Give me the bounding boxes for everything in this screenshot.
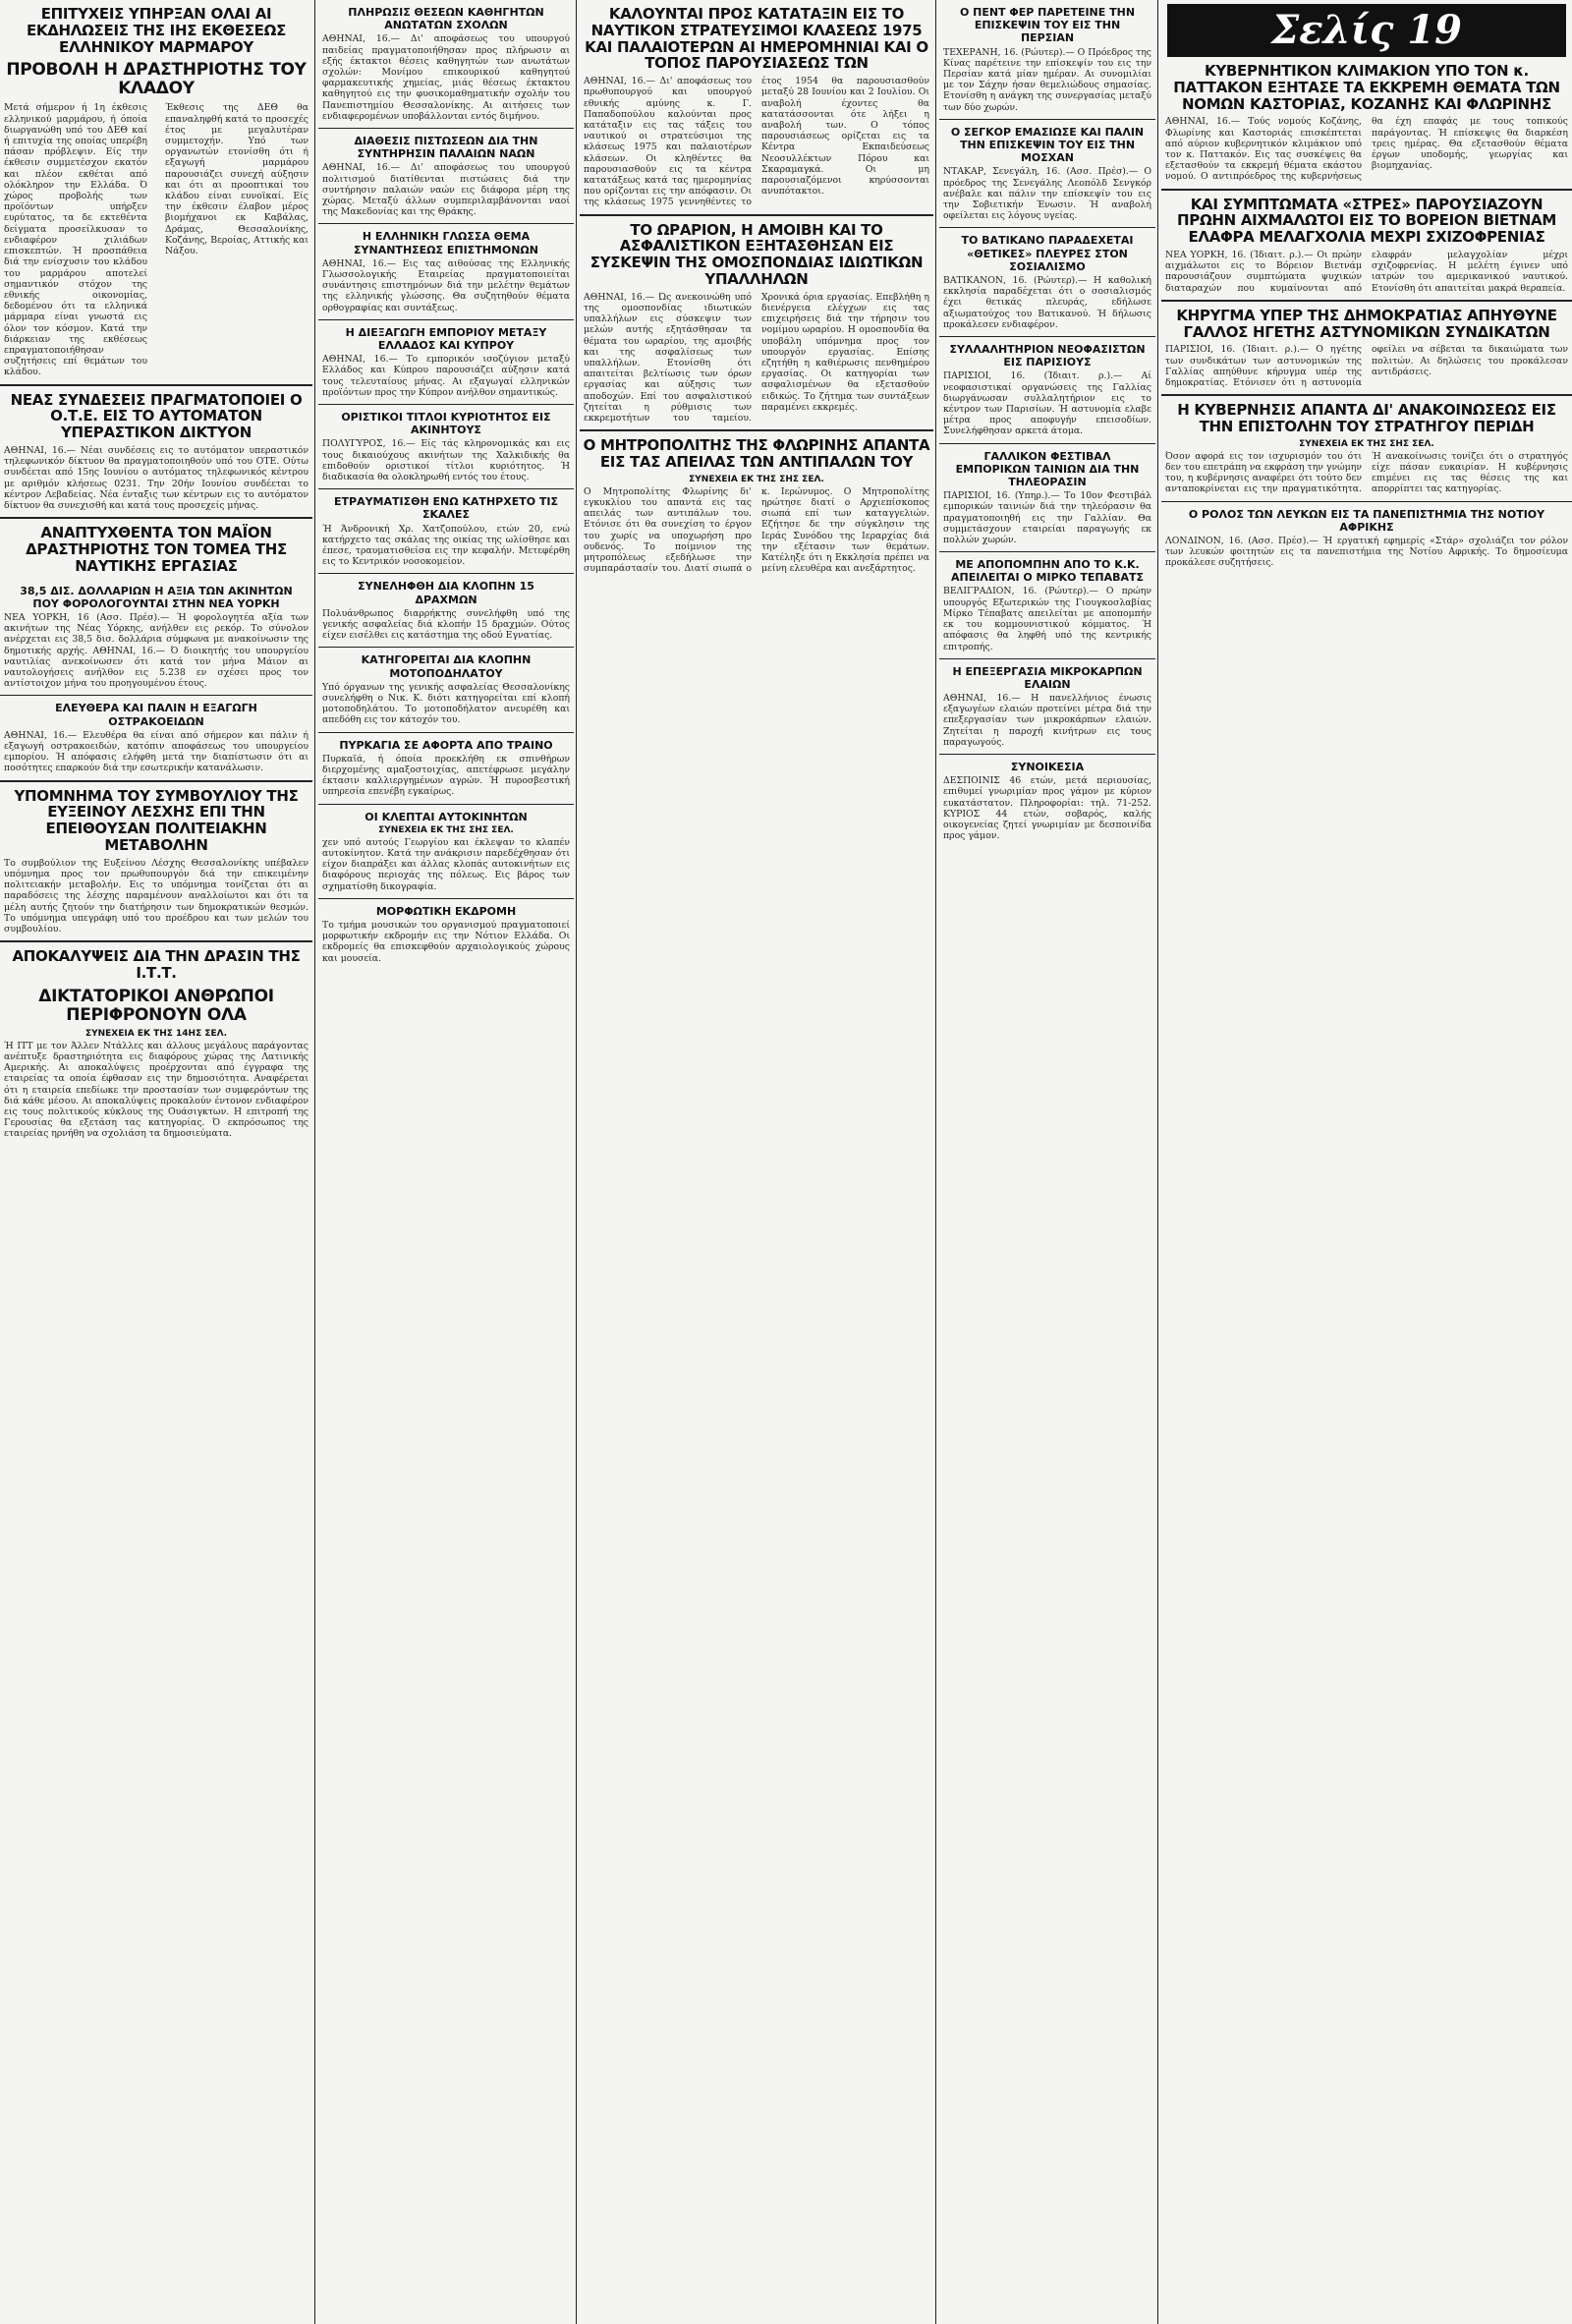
article-body: ΝΕΑ ΥΟΡΚΗ, 16 (Ασσ. Πρέσ).— Ή φορολογητέα αξία των ακινήτων της Νέας Υόρκης, ανήλθεν εις ρεκόρ. Το σύνολον ανέρχεται εις 38,5 δισ. δολλάρια σύμφωνα με ανακοίνωσιν της δημοτικής αρχής. ΑΘΗΝΑΙ, 16.— Ό διοικητής του υπουργείου ναυτιλίας ανεκοίνωσεν ότι κατά τον μήνα Μάιον αι ναυτολογήσεις ανήλθον εις 5.238 εν σχέσει προς τον αντίστοιχον μήνα του προηγουμένου έτους.	[4, 611, 309, 690]
page-number-banner: Σελίς 19	[1167, 4, 1566, 57]
headline: ΑΠΟΚΑΛΥΨΕΙΣ ΔΙΑ ΤΗΝ ΔΡΑΣΙΝ ΤΗΣ Ι.Τ.Τ.	[12, 947, 301, 982]
article-body: ΑΘΗΝΑΙ, 16.— Δι' αποφάσεως του υπουργού πολιτισμού διατίθενται πιστώσεις διά την συντήρησιν παλαιών ναών εις διάφορα μέρη της χώρας. Μεταξύ άλλων συμπεριλαμβάνονται ναοί της Μακεδονίας και της Θράκης.	[322, 162, 570, 218]
headline: ΥΠΟΜΝΗΜΑ ΤΟΥ ΣΥΜΒΟΥΛΙΟΥ ΤΗΣ ΕΥΞΕΙΝΟΥ ΛΕΣΧΗΣ ΕΠΙ ΤΗΝ ΕΠΕΙΘΟΥΣΑΝ ΠΟΛΙΤΕΙΑΚΗΝ ΜΕΤΑΒΟΛΗΝ	[14, 786, 299, 854]
article-body: Ή Άνδρονική Χρ. Χατζοπούλου, ετών 20, ενώ κατήρχετο τας σκάλας της οικίας της ωλίσθησε και έπεσε, τραυματισθείσα εις την κεφαλήν. Μετεφέρθη εις το Κεντρικόν νοσοκομείον.	[322, 523, 570, 568]
box-headline: Ο ΠΕΝΤ ΦΕΡ ΠΑΡΕΤΕΙΝΕ ΤΗΝ ΕΠΙΣΚΕΨΙΝ ΤΟΥ ΕΙΣ ΤΗΝ ΠΕΡΣΙΑΝ	[959, 6, 1136, 45]
article-body: ΑΘΗΝΑΙ, 16.— Εις τας αιθούσας της Ελληνικής Γλωσσολογικής Εταιρείας πραγματοποιείται συνάντησις επιστημόνων διά την μελέτην θεμάτων της ελληνικής γλώσσης. Θα συζητηθούν θέματα ορθογραφίας και συντάξεως.	[322, 257, 570, 313]
box-headline: ΣΥΛΛΑΛΗΤΗΡΙΟΝ ΝΕΟΦΑΣΙΣΤΩΝ ΕΙΣ ΠΑΡΙΣΙΟΥΣ	[949, 342, 1146, 369]
article-body: ΑΘΗΝΑΙ, 16.— Νέαι συνδέσεις εις το αυτόματον υπεραστικόν τηλεφωνικόν δίκτυον θα πραγματοποιηθούν υπό του ΟΤΕ. Ούτω συνδέεται από 15ης Ιουνίου ο αυτόματος τηλεφωνικός κέντρου με αριθμόν κλήσεως 0231. Την 20ήν Ιουνίου συνδέεται το κέντρον Λεβαδείας. Νέα ένταξις των κέντρων εις το αυτόματον δίκτυον θα συνεχισθή και κατά τους προσεχείς μήνας.	[4, 444, 309, 511]
box-headline: Η ΕΛΛΗΝΙΚΗ ΓΛΩΣΣΑ ΘΕΜΑ ΣΥΝΑΝΤΗΣΕΩΣ ΕΠΙΣΤΗΜΟΝΩΝ	[354, 230, 538, 256]
article-body: ΒΑΤΙΚΑΝΟΝ, 16. (Ρώυτερ).— Η καθολική εκκλησία παραδέχεται ότι ο σοσιαλισμός έχει θετικάς πλευράς, εδήλωσε αξιωματούχος του Βατικανού. Ή δήλωσις προκάλεσεν ενδιαφέρον.	[943, 274, 1151, 330]
column-2	[318, 0, 574, 2324]
headline: ΕΠΙΤΥΧΕΙΣ ΥΠΗΡΞΑΝ ΟΛΑΙ ΑΙ ΕΚΔΗΛΩΣΕΙΣ ΤΗΣ ΙΗΣ ΕΚΘΕΣΕΩΣ ΕΛΛΗΝΙΚΟΥ ΜΑΡΜΑΡΟΥ	[26, 5, 287, 56]
article-body: ΑΘΗΝΑΙ, 16.— Το εμπορικόν ισοζύγιον μεταξύ Ελλάδος και Κύπρου παρουσιάζει αύξησιν κατά τους τελευταίους μήνας. Αι εξαγωγαί ελληνικών προϊόντων προς την Κύπρον ανήλθον σημαντικώς.	[322, 354, 570, 398]
article-body: ΑΘΗΝΑΙ, 16.— Τούς νομούς Κοζάνης, Φλωρίνης και Καστοριάς επισκέπτεται από αύριον κυβερνητικόν κλιμάκιον υπό τον κ. Παττακόν. Εις τας συσκέψεις θα εξετασθούν τα εκκρεμή θέματα εκάστου νομού. Ο αντιπρόεδρος της κυβερνήσεως θα έχη επαφάς με τους τοπικούς παράγοντας. Ή επίσκεψις θα διαρκέση τρεις ημέρας. Θα εξετασθούν θέματα έργων υποδομής, γεωργίας και βιομηχανίας.	[1165, 116, 1568, 183]
article-body: ΑΘΗΝΑΙ, 16.— Η πανελλήνιος ένωσις εξαγωγέων ελαιών προτείνει μέτρα διά την επεξεργασίαν των μικροκάρπων ελαιών. Ζητείται η παροχή κινήτρων εις τους παραγωγούς.	[943, 693, 1151, 748]
headline: ΔΙΚΤΑΤΟΡΙΚΟΙ ΑΝΘΡΩΠΟΙ ΠΕΡΙΦΡΟΝΟΥΝ ΟΛΑ	[38, 986, 274, 1025]
article-body: ΠΑΡΙΣΙΟΙ, 16. (Ίδιαιτ. ρ.).— Ο ηγέτης των συνδικάτων των αστυνομικών της Γαλλίας απηύθυνε κήρυγμα υπέρ της δημοκρατίας. Ετόνισεν ότι η αστυνομία οφείλει να σέβεται τα δικαιώματα των πολιτών. Αι δηλώσεις του προκάλεσαν αντιδράσεις.	[1165, 344, 1568, 389]
box-headline: ΟΡΙΣΤΙΚΟΙ ΤΙΤΛΟΙ ΚΥΡΙΟΤΗΤΟΣ ΕΙΣ ΑΚΙΝΗΤΟΥΣ	[341, 410, 551, 437]
article-body: ΑΘΗΝΑΙ, 16.— Δι' αποφάσεως του πρωθυπουργού και υπουργού εθνικής αμύνης κ. Γ. Παπαδοπούλου καλούνται προς κατάταξιν εις τας τάξεις του ναυτικού οι στρατεύσιμοι της κλάσεως 1975 και παλαιοτέρων κλάσεων. Οι κληθέντες θα παρουσιασθούν εις τα κέντρα κατατάξεως κατά τας ημερομηνίας που ορίζονται εις την απόφασιν. Οι της κλάσεως 1975 γεννηθέντες το έτος 1954 θα παρουσιασθούν μεταξύ 28 Ιουνίου και 2 Ιουλίου. Οι αναβολή έχοντες θα κατατάσσονται ότε λήξει η αναβολή των. Ο τόπος παρουσιάσεως ορίζεται εις τα Κέντρα Εκπαιδεύσεως Νεοσυλλέκτων Πόρου και Σκαραμαγκά. Οι μη παρουσιαζόμενοι κηρύσσονται ανυπότακτοι.	[584, 76, 929, 208]
continuation-note: ΣΥΝΕΧΕΙΑ ΕΚ ΤΗΣ 14ΗΣ ΣΕΛ.	[84, 1028, 228, 1039]
headline: ΑΝΑΠΤΥΧΘΕΝΤΑ ΤΟΝ ΜΑΪΟΝ ΔΡΑΣΤΗΡΙΟΤΗΣ ΤΟΝ ΤΟΜΕΑ ΤΗΣ ΝΑΥΤΙΚΗΣ ΕΡΓΑΣΙΑΣ	[26, 524, 287, 575]
box-headline: ΜΟΡΦΩΤΙΚΗ ΕΚΔΡΟΜΗ	[375, 904, 517, 918]
article-body: ΑΘΗΝΑΙ, 16.— Δι' αποφάσεως του υπουργού παιδείας πραγματοποιήθησαν προς πλήρωσιν αι εξής έκτακτοι θέσεις καθηγητών των ανωτάτων σχολών: Μονίμου επικουρικού καθηγητού φαρμακευτικής χημείας, μιάς θέσεως έκτακτου καθηγητού εις την φυσικομαθηματικήν σχολήν του Πανεπιστημίου Θεσσαλονίκης. Αι αιτήσεις των ενδιαφερομένων υποβάλλονται εντός διμήνου.	[322, 33, 570, 122]
headline: ΚΥΒΕΡΝΗΤΙΚΟΝ ΚΛΙΜΑΚΙΟΝ ΥΠΟ ΤΟΝ κ. ΠΑΤΤΑΚΟΝ ΕΞΗΤΑΣΕ ΤΑ ΕΚΚΡΕΜΗ ΘΕΜΑΤΑ ΤΩΝ ΝΟΜΩΝ ΚΑΣΤΟΡΙΑΣ, ΚΟΖΑΝΗΣ ΚΑΙ ΦΛΩΡΙΝΗΣ	[1173, 62, 1560, 113]
box-headline: 38,5 ΔΙΣ. ΔΟΛΛΑΡΙΩΝ Η ΑΞΙΑ ΤΩΝ ΑΚΙΝΗΤΩΝ ΠΟΥ ΦΟΡΟΛΟΓΟΥΝΤΑΙ ΣΤΗΝ ΝΕΑ ΥΟΡΚΗ	[20, 584, 293, 610]
article-body: ΔΕΣΠΟΙΝΙΣ 46 ετών, μετά περιουσίας, επιθυμεί γνωριμίαν προς γάμον με κύριον ευκατάστατον. Πληροφορίαι: τηλ. 71-252. ΚΥΡΙΟΣ 44 ετών, σοβαρός, καλής οικογενείας ζητεί γνωριμίαν με δεσποινίδα προς γάμον.	[943, 775, 1151, 842]
article-body: ΝΕΑ ΥΟΡΚΗ, 16. (Ίδιαιτ. ρ.).— Οι πρώην αιχμάλωτοι εις το Βόρειον Βιετνάμ παρουσιάζουν συμπτώματα ψυχικών διαταραχών που κυμαίνονται από ελαφράν μελαγχολίαν μέχρι σχιζοφρενίας. Η μελέτη έγινεν υπό ιατρών του αμερικανικού ναυτικού. Ετονίσθη ότι απαιτείται μακρά θεραπεία.	[1165, 250, 1568, 294]
box-headline: ΓΑΛΛΙΚΟΝ ΦΕΣΤΙΒΑΛ ΕΜΠΟΡΙΚΩΝ ΤΑΙΝΙΩΝ ΔΙΑ ΤΗΝ ΤΗΛΕΟΡΑΣΙΝ	[955, 449, 1140, 488]
article-body: ΑΘΗΝΑΙ, 16.— Ώς ανεκοινώθη υπό της ομοσπονδίας ιδιωτικών υπαλλήλων εις σύσκεψιν των μελών αυτής εξητάσθησαν τα θέματα του ωραρίου, της αμοιβής και της ασφαλίσεως των υπαλλήλων. Ετονίσθη ότι απαιτείται βελτίωσις των όρων εργασίας και αύξησις των αποδοχών. Επί του ασφαλιστικού ζητείται η ρύθμισις των εκκρεμοτήτων του ταμείου. Χρονικά όρια εργασίας. Επεβλήθη η διενέργεια ελέγχων εις τας επιχειρήσεις διά την τήρησιν του νομίμου ωραρίου. Η ομοσπονδία θα υποβάλη υπόμνημα προς τον υπουργόν εργασίας. Επίσης εζητήθη η καθιέρωσις πενθημέρου εργασίας. Οι κατηγορίαι των ασφαλισμένων θα εξετασθούν ειδικώς. Το ζήτημα των συντάξεων παραμένει εκκρεμές.	[584, 291, 929, 425]
article-body: ΤΕΧΕΡΑΝΗ, 16. (Ρώυτερ).— Ο Πρόεδρος της Κίνας παρέτεινε την επίσκεψίν του εις την Περσίαν κατά μίαν ημέραν. Αι συνομιλίαι με τον Σάχην ήσαν θεμελιώδους σημασίας. Ετονίσθη η ανάγκη της συνεργασίας μεταξύ των δύο χωρών.	[943, 46, 1151, 113]
column-3	[580, 0, 933, 2324]
headline: ΚΑΙ ΣΥΜΠΤΩΜΑΤΑ «ΣΤΡΕΣ» ΠΑΡΟΥΣΙΑΖΟΥΝ ΠΡΩΗΝ ΑΙΧΜΑΛΩΤΟΙ ΕΙΣ ΤΟ ΒΟΡΕΙΟΝ ΒΙΕΤΝΑΜ ΕΛΑΦΡΑ ΜΕΛΑΓΧΟΛΙΑ ΜΕΧΡΙ ΣΧΙΖΟΦΡΕΝΙΑΣ	[1177, 195, 1556, 247]
box-headline: ΠΛΗΡΩΣΙΣ ΘΕΣΕΩΝ ΚΑΘΗΓΗΤΩΝ ΑΝΩΤΑΤΩΝ ΣΧΟΛΩΝ	[348, 6, 544, 32]
article-body: Πυρκαϊά, ή όποία προεκλήθη εκ σπινθήρων διερχομένης αμαξοστοιχίας, απετέφρωσε μεγάλην έκτασιν καλλιεργημένων αγρών. Ή πυροσβεστική υπηρεσία επενέβη εγκαίρως.	[322, 753, 570, 798]
article-body: Το συμβούλιον της Ευξείνου Λέσχης Θεσσαλονίκης υπέβαλεν υπόμνημα προς τον πρωθυπουργόν διά την επικειμένην πολιτειακήν μεταβολήν. Εις το υπόμνημα τονίζεται ότι αι παραδόσεις της λέσχης παραμένουν αναλλοίωτοι και ότι τα μέλη αυτής ζητούν την διατήρησιν των δημοκρατικών θεσμών. Το υπόμνημα υπεγράφη υπό του προέδρου και των μελών του συμβουλίου.	[4, 857, 309, 935]
box-headline: ΟΙ ΚΛΕΠΤΑΙ ΑΥΤΟΚΙΝΗΤΩΝ	[365, 810, 528, 823]
article-body: Ο Μητροπολίτης Φλωρίνης δι' εγκυκλίου του απαντά εις τας απειλάς των αντιπάλων του. Ετόνισε ότι θα συνεχίση το έργον του χωρίς να υποχωρήση προ ουδενός. Το ποίμνιον της μητροπόλεως εξεδήλωσε την συμπαράστασίν του. Διατί σιωπά ο κ. Ιερώνυμος. Ο Μητροπολίτης ηρώτησε διατί ο Αρχιεπίσκοπος σιωπά επί των καταγγελιών. Εζήτησε δε την σύγκλησιν της Ιεράς Συνόδου της Ιεραρχίας διά την εξέτασιν των θεμάτων. Κατέληξε ότι η Εκκλησία πρέπει να μείνη ελευθέρα και ανεξάρτητος.	[584, 485, 929, 575]
headline: ΠΡΟΒΟΛΗ Η ΔΡΑΣΤΗΡΙΟΤΗΣ ΤΟΥ ΚΛΑΔΟΥ	[6, 60, 307, 99]
article-body: ΠΑΡΙΣΙΟΙ, 16. (Υπηρ.).— Το 10ον Φεστιβάλ εμπορικών ταινιών διά την τηλεόρασιν θα πραγματοποιηθή εις την Γαλλίαν. Θα συμμετάσχουν εταιρείαι παραγωγής εκ πολλών χωρών.	[943, 490, 1151, 545]
article-body: Ή ΙΤΤ με τον Άλλεν Ντάλλες και άλλους μεγάλους παράγοντας ανέπτυξε δραστηριότητα εις διαφόρους χώρας της Λατινικής Αμερικής. Αι αποκαλύψεις προέρχονται από έγγραφα της εταιρείας τα οποία έφθασαν εις την δημοσιότητα. Αναφέρεται ότι η εταιρεία επεδίωκε την προστασίαν των συμφερόντων της διά κάθε μέσου. Αι αποκαλύψεις προκαλούν έντονον ενδιαφέρον εις τους πολιτικούς κύκλους της Ουάσιγκτων. Η επιτροπή της Γερουσίας θα εξετάση τας κατηγορίας. Ό εκπρόσωπος της εταιρείας ηρνήθη να σχολιάση τα δημοσιεύματα.	[4, 1040, 309, 1140]
article-body: Πολυάνθρωπος διαρρήκτης συνελήφθη υπό της γενικής ασφαλείας διά κλοπήν 15 δραχμών. Ούτος είχεν εισέλθει εις κατάστημα της οδού Εγνατίας.	[322, 607, 570, 642]
article-body: ΠΟΛΥΓΥΡΟΣ, 16.— Είς τάς κληρονομικάς και εις τους δικαιούχους ακινήτων της Χαλκιδικής θα επιδοθούν οριστικοί τίτλοι κυριότητος. Ή διαδικασία θα ολοκληρωθή εντός του έτους.	[322, 438, 570, 482]
continuation-note: ΣΥΝΕΧΕΙΑ ΕΚ ΤΗΣ ΣΗΣ ΣΕΛ.	[1299, 438, 1434, 449]
article-body: ΠΑΡΙΣΙΟΙ, 16. (Ίδιαιτ. ρ.).— Αί νεοφασιστικαί οργανώσεις της Γαλλίας διωργάνωσαν συλλαλητήριον εις το κέντρον των Παρισίων. Ή αστυνομία ελαβε μέτρα προς αποφυγήν επεισοδίων. Συνελήφθησαν αρκετά άτομα.	[943, 370, 1151, 437]
box-headline: ΕΛΕΥΘΕΡΑ ΚΑΙ ΠΑΛΙΝ Η ΕΞΑΓΩΓΗ ΟΣΤΡΑΚΟΕΙΔΩΝ	[55, 702, 257, 728]
article-body: Έκθεσις της ΔΕΘ θα επαναληφθή κατά το προσεχές έτος με μεγαλυτέραν συμμετοχήν. Υπό των οργανωτών ετονίσθη ότι ή εξαγωγή μαρμάρου παρουσιάζει συνεχή αύξησιν και ότι αι προοπτικαί του κλάδου είναι ευνοϊκαί. Είς την έκθεσιν έλαβον μέρος βιομήχανοι εκ Καβάλας, Δράμας, Θεσσαλονίκης, Κοζάνης, Βεροίας, Αττικής και Νάξου.	[165, 102, 309, 257]
box-headline: ΜΕ ΑΠΟΠΟΜΠΗΝ ΑΠΟ ΤΟ Κ.Κ. ΑΠΕΙΛΕΙΤΑΙ Ο ΜΙΡΚΟ ΤΕΠΑΒΑΤΣ	[950, 558, 1145, 585]
box-headline: Ο ΡΟΛΟΣ ΤΩΝ ΛΕΥΚΩΝ ΕΙΣ ΤΑ ΠΑΝΕΠΙΣΤΗΜΙΑ ΤΗΣ ΝΟΤΙΟΥ ΑΦΡΙΚΗΣ	[1188, 507, 1545, 534]
article-body: ΝΤΑΚΑΡ, Σενεγάλη, 16. (Ασσ. Πρέσ).— Ο πρόεδρος της Σενεγάλης Λεοπόλδ Σενγκόρ ανέβαλε και πάλιν την επίσκεψίν του εις την Σοβιετικήν Ένωσιν. Ή αναβολή οφείλεται εις λόγους υγείας.	[943, 166, 1151, 222]
column-4	[939, 0, 1155, 2324]
article-body: Μετά σήμερον ή 1η έκθεσις ελληνικού μαρμάρου, ή όποία διωργανώθη υπό του ΔΕΘ καί ή επιτυχία της οποίας υπερέβη πάσαν πρόβλεψιν. Είς την έκθεσιν συμμετέσχον εκατόν και πλέον εκθέται από ολόκληρον την Ελλάδα. Ό χώρος προβολής των προϊόντων υπήρξεν ευρύτατος, τα δε εκτεθέντα δείγματα προσείλκυσαν το ενδιαφέρον χιλιάδων επισκεπτών. Ή προσπάθεια διά την ενίσχυσιν του κλάδου του μαρμάρου αποτελεί σημαντικόν στόχον της εθνικής οικονομίας, δεδομένου ότι τα ελληνικά μάρμαρα είναι γνωστά εις όλον τον κόσμον. Κατά την διάρκειαν της εκθέσεως επραγματοποιήθησαν συζητήσεις επί θεμάτων του κλάδου.	[4, 102, 147, 378]
box-headline: ΣΥΝΟΙΚΕΣΙΑ	[1010, 761, 1085, 774]
headline: ΚΑΛΟΥΝΤΑΙ ΠΡΟΣ ΚΑΤΑΤΑΞΙΝ ΕΙΣ ΤΟ ΝΑΥΤΙΚΟΝ ΣΤΡΑΤΕΥΣΙΜΟΙ ΚΛΑΣΕΩΣ 1975 ΚΑΙ ΠΑΛΑΙΟΤΕΡΩΝ ΑΙ ΗΜΕΡΟΜΗΝΙΑΙ ΚΑΙ Ο ΤΟΠΟΣ ΠΑΡΟΥΣΙΑΣΕΩΣ ΤΩΝ	[585, 5, 928, 73]
headline: Ο ΜΗΤΡΟΠΟΛΙΤΗΣ ΤΗΣ ΦΛΩΡΙΝΗΣ ΑΠΑΝΤΑ ΕΙΣ ΤΑΣ ΑΠΕΙΛΑΣ ΤΩΝ ΑΝΤΙΠΑΛΩΝ ΤΟΥ	[583, 436, 930, 472]
article-body: ΑΘΗΝΑΙ, 16.— Ελευθέρα θα είναι από σήμερον και πάλιν ή εξαγωγή οστρακοειδών, κατόπιν αποφάσεως του υπουργείου εμπορίου. Ή απόφασις ελήφθη μετά την διαπίστωσιν ότι αι ποσότητες επαρκούν διά την εσωτερικήν κατανάλωσιν.	[4, 729, 309, 774]
box-headline: ΤΟ ΒΑΤΙΚΑΝΟ ΠΑΡΑΔΕΧΕΤΑΙ «ΘΕΤΙΚΕΣ» ΠΛΕΥΡΕΣ ΣΤΟΝ ΣΟΣΙΑΛΙΣΜΟ	[961, 234, 1134, 273]
box-headline: ΣΥΝΕΛΗΦΘΗ ΔΙΑ ΚΛΟΠΗΝ 15 ΔΡΑΧΜΩΝ	[358, 580, 534, 606]
continuation-note: ΣΥΝΕΧΕΙΑ ΕΚ ΤΗΣ ΣΗΣ ΣΕΛ.	[378, 824, 514, 835]
article-body: ΒΕΛΙΓΡΑΔΙΟΝ, 16. (Ρώυτερ).— Ο πρώην υπουργός Εξωτερικών της Γιουγκοσλαβίας Μίρκο Τέπαβατς απειλείται με αποπομπήν εκ του κομμουνιστικού κόμματος. Ή απόφασις θα ληφθή υπό της κεντρικής επιτροπής.	[943, 586, 1151, 652]
box-headline: ΕΤΡΑΥΜΑΤΙΣΘΗ ΕΝΩ ΚΑΤΗΡΧΕΤΟ ΤΙΣ ΣΚΑΛΕΣ	[333, 495, 558, 522]
article-body: Υπό όργανων της γενικής ασφαλείας Θεσσαλονίκης συνελήφθη ο Νικ. Κ. διότι κατηγορείται επί κλοπή μοτοποδηλάτου. Το μοτοποδήλατον ανευρέθη και απεδόθη εις τον κάτοχόν του.	[322, 681, 570, 726]
box-headline: ΔΙΑΘΕΣΙΣ ΠΙΣΤΩΣΕΩΝ ΔΙΑ ΤΗΝ ΣΥΝΤΗΡΗΣΙΝ ΠΑΛΑΙΩΝ ΝΑΩΝ	[354, 135, 538, 161]
continuation-note: ΣΥΝΕΧΕΙΑ ΕΚ ΤΗΣ ΣΗΣ ΣΕΛ.	[689, 474, 824, 484]
column-5	[1161, 0, 1572, 2324]
box-headline: ΠΥΡΚΑΓΙΑ ΣΕ ΑΦΟΡΤΑ ΑΠΟ ΤΡΑΙΝΟ	[339, 738, 553, 752]
headline: ΤΟ ΩΡΑΡΙΟΝ, Η ΑΜΟΙΒΗ ΚΑΙ ΤΟ ΑΣΦΑΛΙΣΤΙΚΟΝ ΕΞΗΤΑΣΘΗΣΑΝ ΕΙΣ ΣΥΣΚΕΨΙΝ ΤΗΣ ΟΜΟΣΠΟΝΔΙΑΣ ΙΔΙΩΤΙΚΩΝ ΥΠΑΛΛΗΛΩΝ	[590, 220, 924, 289]
article-body: Όσον αφορά εις τον ισχυρισμόν του ότι δεν του επετράπη να εκφράση την γνώμην του, η κυβέρνησις αναφέρει ότι τούτο δεν ανταποκρίνεται εις την πραγματικότητα. Ή ανακοίνωσις τονίζει ότι ο στρατηγός είχε πάσαν ευκαιρίαν. Η κυβέρνησις επιμένει εις τας θέσεις της και απορρίπτει τας κατηγορίας.	[1165, 450, 1568, 495]
box-headline: Η ΕΠΕΞΕΡΓΑΣΙΑ ΜΙΚΡΟΚΑΡΠΩΝ ΕΛΑΙΩΝ	[952, 664, 1143, 691]
column-1	[0, 0, 312, 2324]
article-body: χεν υπό αυτούς Γεωργίου και έκλεψαν το κλαπέν αυτοκίνητον. Κατά την ανάκρισιν παρεδέχθησαν ότι είχον διαπράξει και άλλας κλοπάς αυτοκινήτων εις διαφόρους περιοχάς της πόλεως. Εις βάρος των σχηματίσθη δικογραφία.	[322, 836, 570, 892]
box-headline: Η ΔΙΕΞΑΓΩΓΗ ΕΜΠΟΡΙΟΥ ΜΕΤΑΞΥ ΕΛΛΑΔΟΣ ΚΑΙ ΚΥΠΡΟΥ	[345, 325, 547, 352]
headline: ΝΕΑΣ ΣΥΝΔΕΣΕΙΣ ΠΡΑΓΜΑΤΟΠΟΙΕΙ Ο Ο.Τ.Ε. ΕΙΣ ΤΟ ΑΥΤΟΜΑΤΟΝ ΥΠΕΡΑΣΤΙΚΟΝ ΔΙΚΤΥΟΝ	[10, 390, 303, 442]
article-body: ΛΟΝΔΙΝΟΝ, 16. (Ασσ. Πρέσ).— Ή εργατική εφημερίς «Στάρ» σχολιάζει τον ρόλον των λευκών φοιτητών εις τα πανεπιστήμια της Νοτίου Αφρικής. Το δημοσίευμα προκάλεσε συζητήσεις.	[1165, 536, 1568, 569]
box-headline: Ο ΣΕΓΚΟΡ ΕΜΑΣΙΩΣΕ ΚΑΙ ΠΑΛΙΝ ΤΗΝ ΕΠΙΣΚΕΨΙΝ ΤΟΥ ΕΙΣ ΤΗΝ ΜΟΣΧΑΝ	[950, 125, 1145, 165]
article-body: Το τμήμα μουσικών του οργανισμού πραγματοποιεί μορφωτικήν εκδρομήν εις την Νότιον Ελλάδα. Οι εκδρομείς θα επισκεφθούν αρχαιολογικούς χώρους και μουσεία.	[322, 919, 570, 964]
box-headline: ΚΑΤΗΓΟΡΕΙΤΑΙ ΔΙΑ ΚΛΟΠΗΝ ΜΟΤΟΠΟΔΗΛΑΤΟΥ	[361, 653, 532, 680]
headline: ΚΗΡΥΓΜΑ ΥΠΕΡ ΤΗΣ ΔΗΜΟΚΡΑΤΙΑΣ ΑΠΗΥΘΥΝΕ ΓΑΛΛΟΣ ΗΓΕΤΗΣ ΑΣΤΥΝΟΜΙΚΩΝ ΣΥΝΔΙΚΑΤΩΝ	[1176, 306, 1557, 341]
headline: Η ΚΥΒΕΡΝΗΣΙΣ ΑΠΑΝΤΑ ΔΙ' ΑΝΑΚΟΙΝΩΣΕΩΣ ΕΙΣ ΤΗΝ ΕΠΙΣΤΟΛΗΝ ΤΟΥ ΣΤΡΑΤΗΓΟΥ ΠΕΡΙΔΗ	[1177, 401, 1556, 436]
